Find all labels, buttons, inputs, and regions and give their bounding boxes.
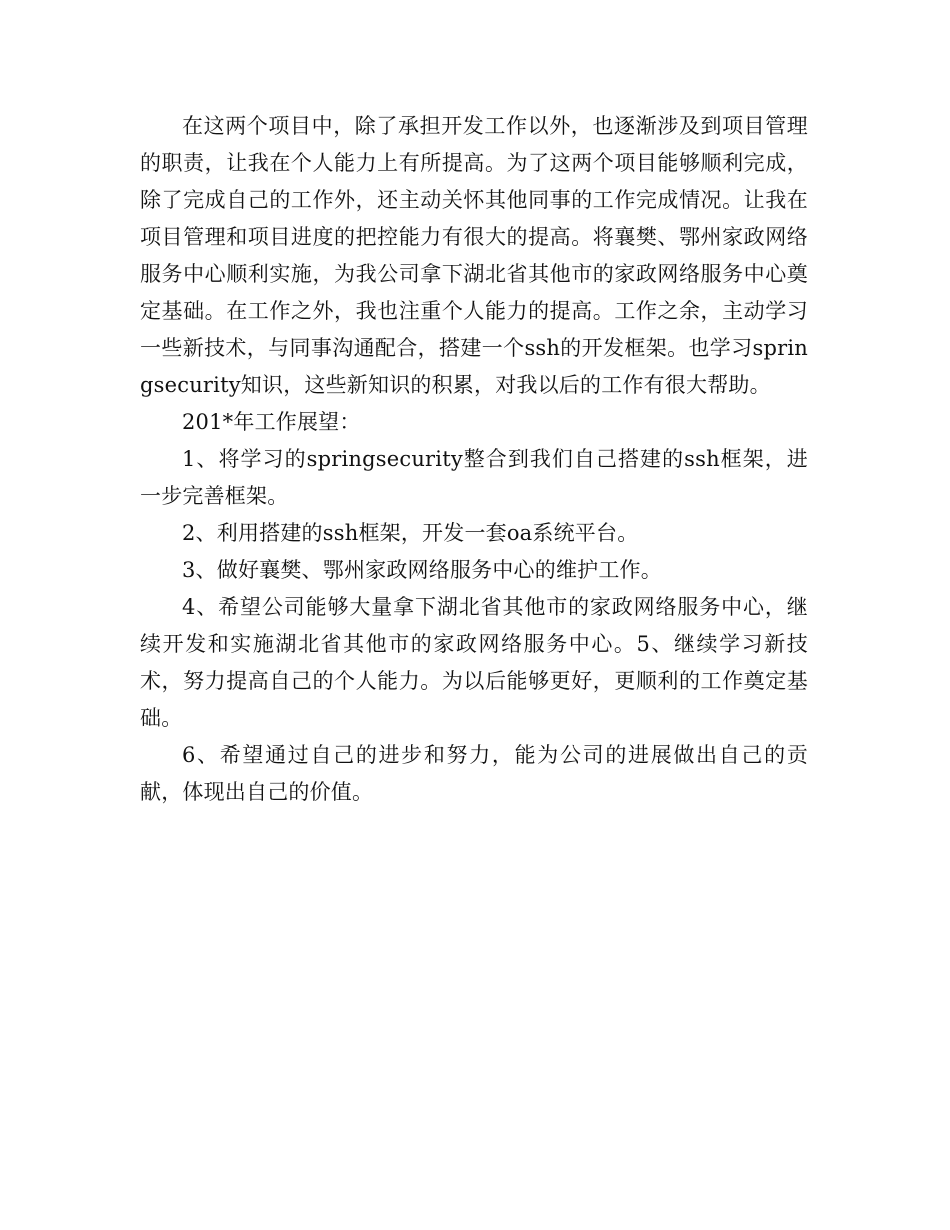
paragraph-outlook-item-4-5: 4、希望公司能够大量拿下湖北省其他市的家政网络服务中心，继续开发和实施湖北省其他市的家政网络服务中心。5、继续学习新技术，努力提高自己的个人能力。为以后能够更好，更顺利的工作奠定基础。	[140, 595, 808, 730]
paragraph-outlook-heading: 201*年工作展望：	[182, 410, 361, 434]
document-body	[140, 108, 808, 811]
paragraph-outlook-item-3: 3、做好襄樊、鄂州家政网络服务中心的维护工作。	[182, 558, 662, 582]
paragraph-outlook-item-6: 6、希望通过自己的进步和努力，能为公司的进展做出自己的贡献，体现出自己的价值。	[140, 743, 808, 804]
paragraph-project-summary: 在这两个项目中，除了承担开发工作以外，也逐渐涉及到项目管理的职责，让我在个人能力上有所提高。为了这两个项目能够顺利完成，除了完成自己的工作外，还主动关怀其他同事的工作完成情况。让我在项目管理和项目进度的把控能力有很大的提高。将襄樊、鄂州家政网络服务中心顺利实施，为我公司拿下湖北省其他市的家政网络服务中心奠定基础。在工作之外，我也注重个人能力的提高。工作之余，主动学习一些新技术，与同事沟通配合，搭建一个ssh的开发框架。也学习springsecurity知识，这些新知识的积累，对我以后的工作有很大帮助。	[140, 114, 808, 397]
paragraph-outlook-item-2: 2、利用搭建的ssh框架，开发一套oa系统平台。	[182, 521, 639, 545]
paragraph-outlook-item-1: 1、将学习的springsecurity整合到我们自己搭建的ssh框架，进一步完善框架。	[140, 447, 808, 508]
